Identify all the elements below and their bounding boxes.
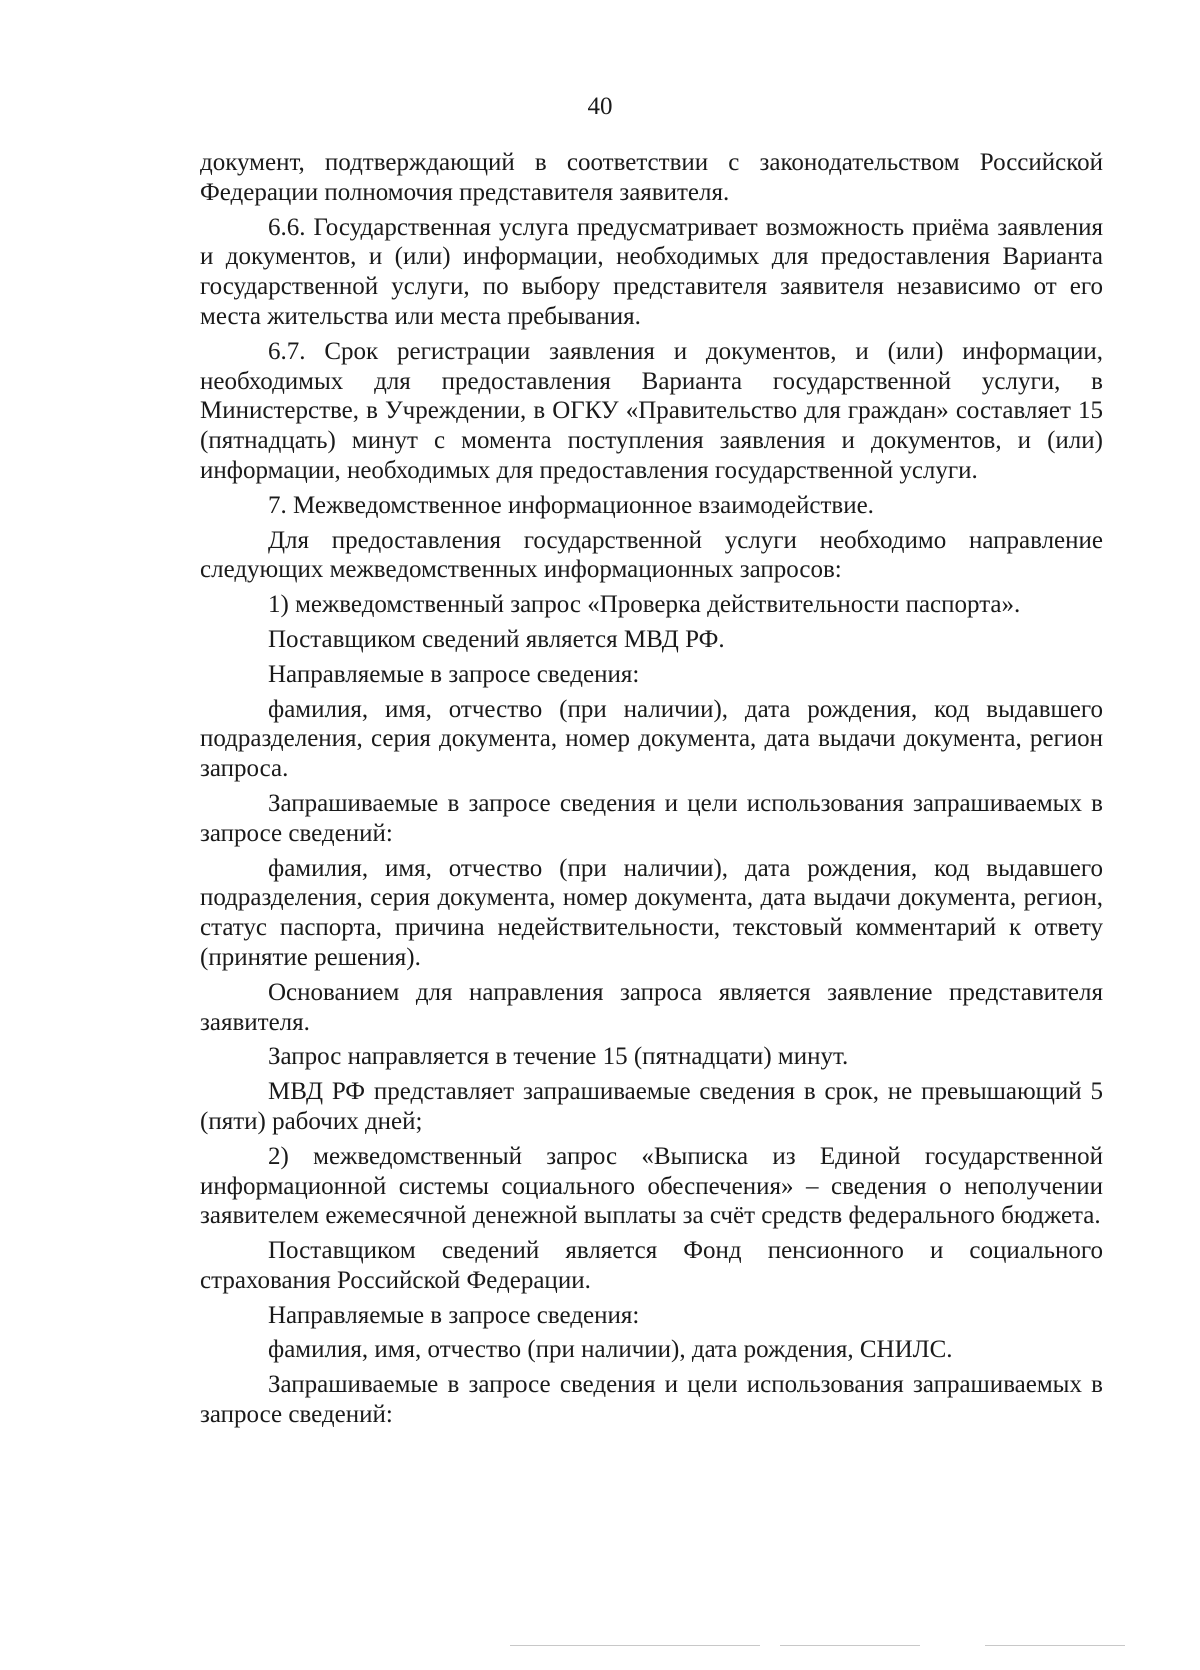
- request-2-sent-heading: Направляемые в запросе сведения:: [268, 1301, 640, 1329]
- request-2-sent-data: фамилия, имя, отчество (при наличии), дата рождения, СНИЛС.: [268, 1336, 953, 1364]
- request-1-sent-heading: Направляемые в запросе сведения:: [268, 660, 640, 688]
- document-body: [200, 148, 1103, 1430]
- request-1-response-term: МВД РФ представляет запрашиваемые сведения в срок, не превышающий 5 (пяти) рабочих дней;: [200, 1078, 1103, 1135]
- section-7-heading: 7. Межведомственное информационное взаимодействие.: [268, 491, 874, 519]
- scan-artifact-line: [510, 1645, 760, 1646]
- scan-artifact-line: [780, 1645, 920, 1646]
- request-1-requested-data: фамилия, имя, отчество (при наличии), дата рождения, код выдавшего подразделения, серия документа, номер документа, дата выдачи документа, регион, статус паспорта, причина недействительности, текстовый комментарий к ответу (принятие решения).: [200, 854, 1103, 971]
- request-1-requested-heading: Запрашиваемые в запросе сведения и цели использования запрашиваемых в запросе сведений:: [200, 789, 1103, 847]
- request-2-requested-heading: Запрашиваемые в запросе сведения и цели использования запрашиваемых в запросе сведений:: [200, 1371, 1103, 1429]
- page-number: 40: [587, 93, 613, 120]
- request-1-title: 1) межведомственный запрос «Проверка действительности паспорта».: [268, 591, 1021, 619]
- request-1-basis: Основанием для направления запроса является заявление представителя заявителя.: [200, 978, 1103, 1036]
- request-1-timing: Запрос направляется в течение 15 (пятнадцати) минут.: [268, 1043, 849, 1071]
- request-2-provider: Поставщиком сведений является Фонд пенсионного и социального страхования Российской Федерации.: [200, 1237, 1103, 1294]
- paragraph-requests-intro: Для предоставления государственной услуги необходимо направление следующих межведомственных информационных запросов:: [200, 526, 1103, 584]
- paragraph-6-7: 6.7. Срок регистрации заявления и документов, и (или) информации, необходимых для предоставления Варианта государственной услуги, в Министерстве, в Учреждении, в ОГКУ «Правительство для граждан» составляет 15 (пятнадцать) минут с момента поступления заявления и документов, и (или) информации, необходимых для предоставления государственной услуги.: [200, 337, 1103, 484]
- paragraph-6-6: 6.6. Государственная услуга предусматривает возможность приёма заявления и документов, и (или) информации, необходимых для предоставления Варианта государственной услуги, по выбору представителя заявителя независимо от его места жительства или места пребывания.: [200, 213, 1103, 330]
- request-2-title: 2) межведомственный запрос «Выписка из Единой государственной информационной системы социального обеспечения» – сведения о неполучении заявителем ежемесячной денежной выплаты за счёт средств федерального бюджета.: [200, 1142, 1103, 1230]
- request-1-sent-data: фамилия, имя, отчество (при наличии), дата рождения, код выдавшего подразделения, серия документа, номер документа, дата выдачи документа, регион запроса.: [200, 695, 1103, 783]
- paragraph-continuation: документ, подтверждающий в соответствии с законодательством Российской Федерации полномочия представителя заявителя.: [200, 149, 1103, 206]
- scan-artifact-line: [985, 1645, 1125, 1646]
- request-1-provider: Поставщиком сведений является МВД РФ.: [268, 625, 725, 653]
